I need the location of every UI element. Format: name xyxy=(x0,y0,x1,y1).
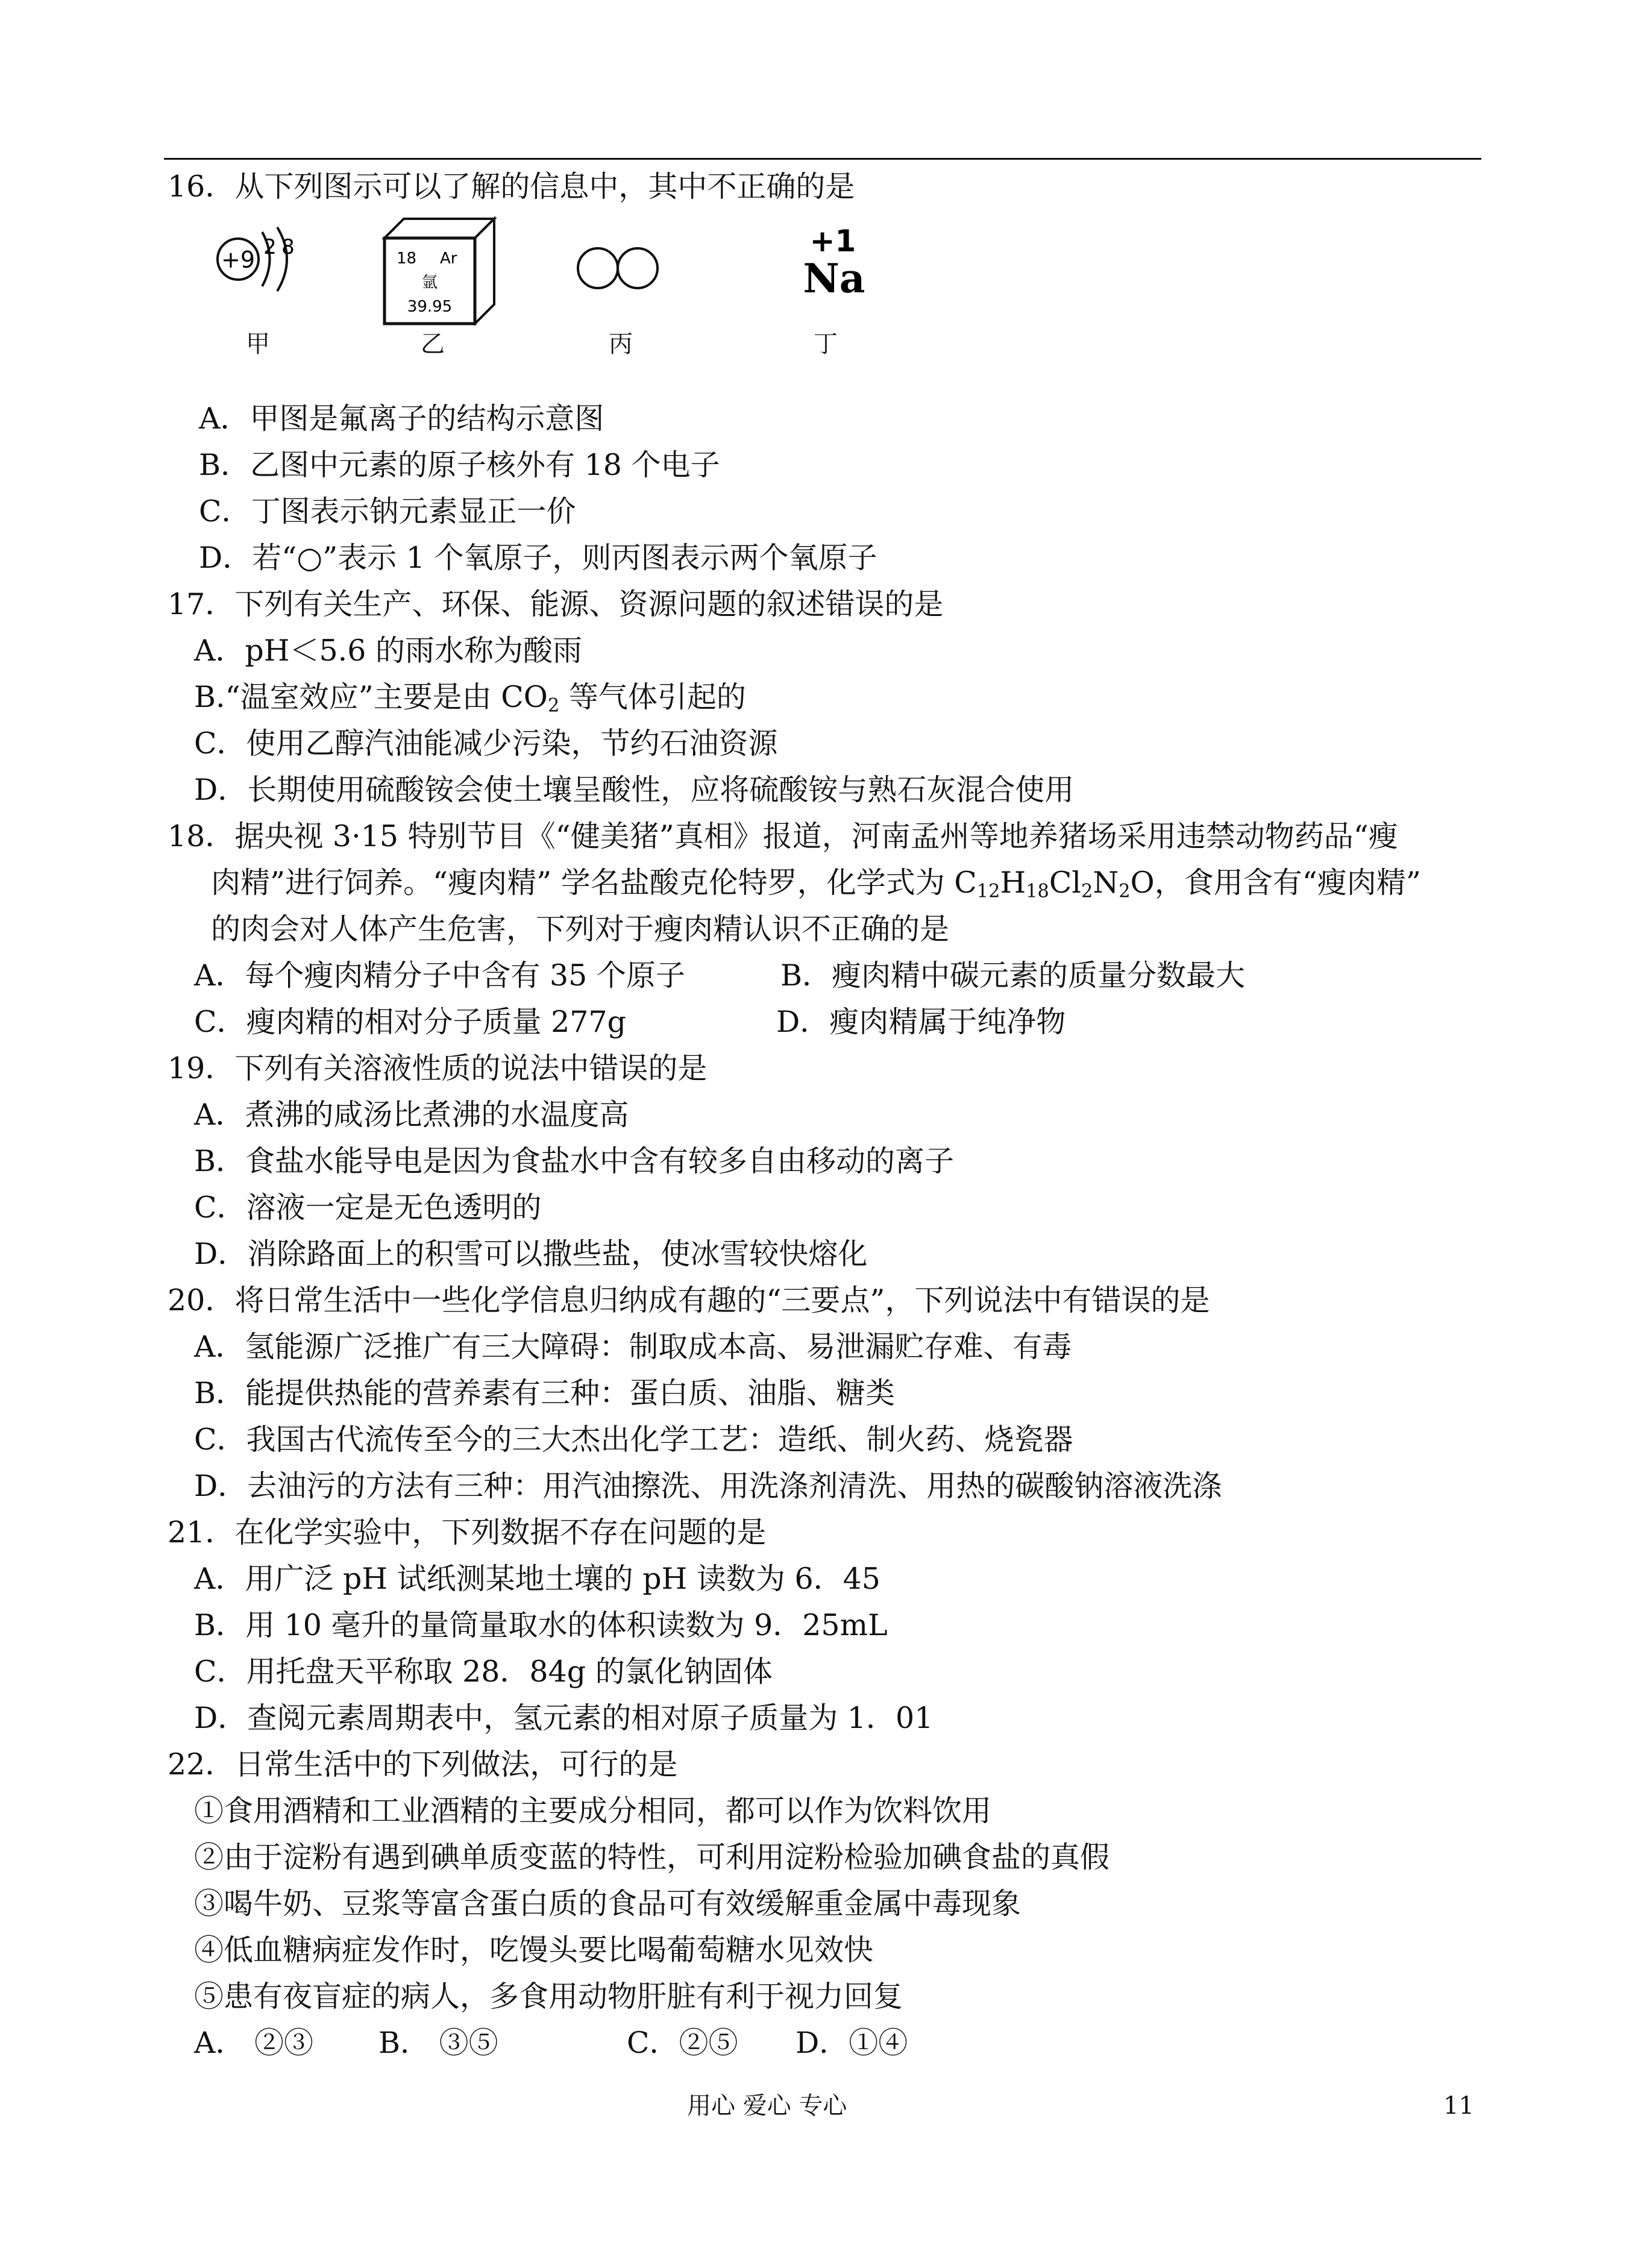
label-yi: 乙 xyxy=(421,330,445,358)
q22-item-1: ①食用酒精和工业酒精的主要成分相同，都可以作为饮料饮用 xyxy=(194,1794,992,1828)
q16-stem: 16．从下列图示可以了解的信息中，其中不正确的是 xyxy=(168,169,855,204)
q21-stem: 21．在化学实验中，下列数据不存在问题的是 xyxy=(168,1515,767,1550)
q21-option-d: D．查阅元素周期表中，氢元素的相对原子质量为 1．01 xyxy=(194,1701,934,1735)
label-bing: 丙 xyxy=(609,330,633,358)
q22-item-4: ④低血糖病症发作时，吃馒头要比喝葡萄糖水见效快 xyxy=(194,1933,874,1967)
q20-option-c: C．我国古代流传至今的三大杰出化学工艺：造纸、制火药、烧瓷器 xyxy=(194,1422,1073,1457)
q16-option-d: D．若“○”表示 1 个氧原子，则丙图表示两个氧原子 xyxy=(199,541,877,575)
nucleus-charge: +9 xyxy=(221,247,256,273)
q21-option-b: B．用 10 毫升的量筒量取水的体积读数为 9．25mL xyxy=(194,1608,888,1642)
svg-text:8: 8 xyxy=(281,235,295,259)
q20-option-d: D．去油污的方法有三种：用汽油擦洗、用洗涤剂清洗、用热的碳酸钠溶液洗涤 xyxy=(194,1469,1222,1503)
q17-stem: 17．下列有关生产、环保、能源、资源问题的叙述错误的是 xyxy=(168,587,944,621)
q16-option-a: A．甲图是氟离子的结构示意图 xyxy=(199,401,604,436)
q18-option-a: A．每个瘦肉精分子中含有 35 个原子 xyxy=(194,958,685,993)
svg-text:2: 2 xyxy=(263,235,277,259)
sodium-symbol: Na xyxy=(803,255,865,300)
q18-option-b: B．瘦肉精中碳元素的质量分数最大 xyxy=(780,958,1246,993)
atomic-mass: 39.95 xyxy=(407,298,453,316)
q18-stem-line2: 肉精”进行饲养。“瘦肉精” 学名盐酸克伦特罗，化学式为 $C_{12}H_{18}Cl_2N_2O$，食用含有“瘦肉精” xyxy=(211,865,1421,902)
q19-option-c: C．溶液一定是无色透明的 xyxy=(194,1190,542,1225)
q17-option-c: C．使用乙醇汽油能减少污染，节约石油资源 xyxy=(194,726,778,761)
q17-option-b: B.“温室效应”主要是由 $CO_2$ 等气体引起的 xyxy=(194,680,746,717)
header-rule xyxy=(164,158,1481,160)
q22-item-2: ②由于淀粉有遇到碘单质变蓝的特性，可利用淀粉检验加碘食盐的真假 xyxy=(194,1840,1110,1874)
q22-option-c: C．②⑤ xyxy=(627,2026,738,2060)
q19-option-a: A．煮沸的咸汤比煮沸的水温度高 xyxy=(194,1098,629,1132)
q19-option-d: D．消除路面上的积雪可以撒些盐，使冰雪较快熔化 xyxy=(194,1237,868,1271)
q20-option-b: B．能提供热能的营养素有三种：蛋白质、油脂、糖类 xyxy=(194,1376,896,1410)
q18-stem-line1: 18．据央视 3·15 特别节目《“健美猪”真相》报道，河南孟州等地养猪场采用违禁动物药品“瘦 xyxy=(168,819,1398,853)
q18-option-d: D．瘦肉精属于纯净物 xyxy=(776,1005,1066,1039)
sodium-valence-symbol xyxy=(796,221,886,300)
q19-stem: 19．下列有关溶液性质的说法中错误的是 xyxy=(168,1051,708,1085)
q22-option-d: D．①④ xyxy=(796,2026,908,2060)
periodic-element-cube xyxy=(380,214,500,325)
q22-option-b: B． ③⑤ xyxy=(378,2026,498,2060)
q19-option-b: B．食盐水能导电是因为食盐水中含有较多自由移动的离子 xyxy=(194,1144,955,1178)
q17-option-a: A．pH＜5.6 的雨水称为酸雨 xyxy=(194,633,582,668)
q16-option-b: B．乙图中元素的原子核外有 18 个电子 xyxy=(199,448,720,482)
q22-stem: 22．日常生活中的下列做法，可行的是 xyxy=(168,1747,678,1782)
q22-item-5: ⑤患有夜盲症的病人，多食用动物肝脏有利于视力回复 xyxy=(194,1979,903,2014)
q18-option-c: C．瘦肉精的相对分子质量 277g xyxy=(194,1005,626,1039)
q17-option-d: D．长期使用硫酸铵会使土壤呈酸性，应将硫酸铵与熟石灰混合使用 xyxy=(194,773,1075,807)
q22-item-3: ③喝牛奶、豆浆等富含蛋白质的食品可有效缓解重金属中毒现象 xyxy=(194,1886,1021,1921)
label-jia: 甲 xyxy=(246,330,270,358)
atomic-number: 18 xyxy=(397,250,417,268)
q16-figures xyxy=(205,214,928,365)
page-number: 11 xyxy=(1443,2092,1474,2120)
element-name: 氩 xyxy=(421,274,438,292)
footer-motto: 用心 爱心 专心 xyxy=(687,2092,847,2120)
element-symbol: Ar xyxy=(440,250,457,268)
two-oxygen-atoms-diagram xyxy=(566,244,669,292)
q22-option-a: A． ②③ xyxy=(194,2026,313,2060)
q18-stem-line3: 的肉会对人体产生危害，下列对于瘦肉精认识不正确的是 xyxy=(211,912,950,946)
q20-stem: 20．将日常生活中一些化学信息归纳成有趣的“三要点”，下列说法中有错误的是 xyxy=(168,1283,1210,1318)
q16-option-c: C．丁图表示钠元素显正一价 xyxy=(199,494,576,529)
valence-charge: +1 xyxy=(809,224,856,259)
q21-option-a: A．用广泛 pH 试纸测某地土壤的 pH 读数为 6．45 xyxy=(194,1562,880,1596)
q20-option-a: A．氢能源广泛推广有三大障碍：制取成本高、易泄漏贮存难、有毒 xyxy=(194,1330,1072,1364)
atom-structure-diagram xyxy=(205,214,307,304)
q21-option-c: C．用托盘天平称取 28．84g 的氯化钠固体 xyxy=(194,1654,773,1689)
label-ding: 丁 xyxy=(814,330,838,358)
